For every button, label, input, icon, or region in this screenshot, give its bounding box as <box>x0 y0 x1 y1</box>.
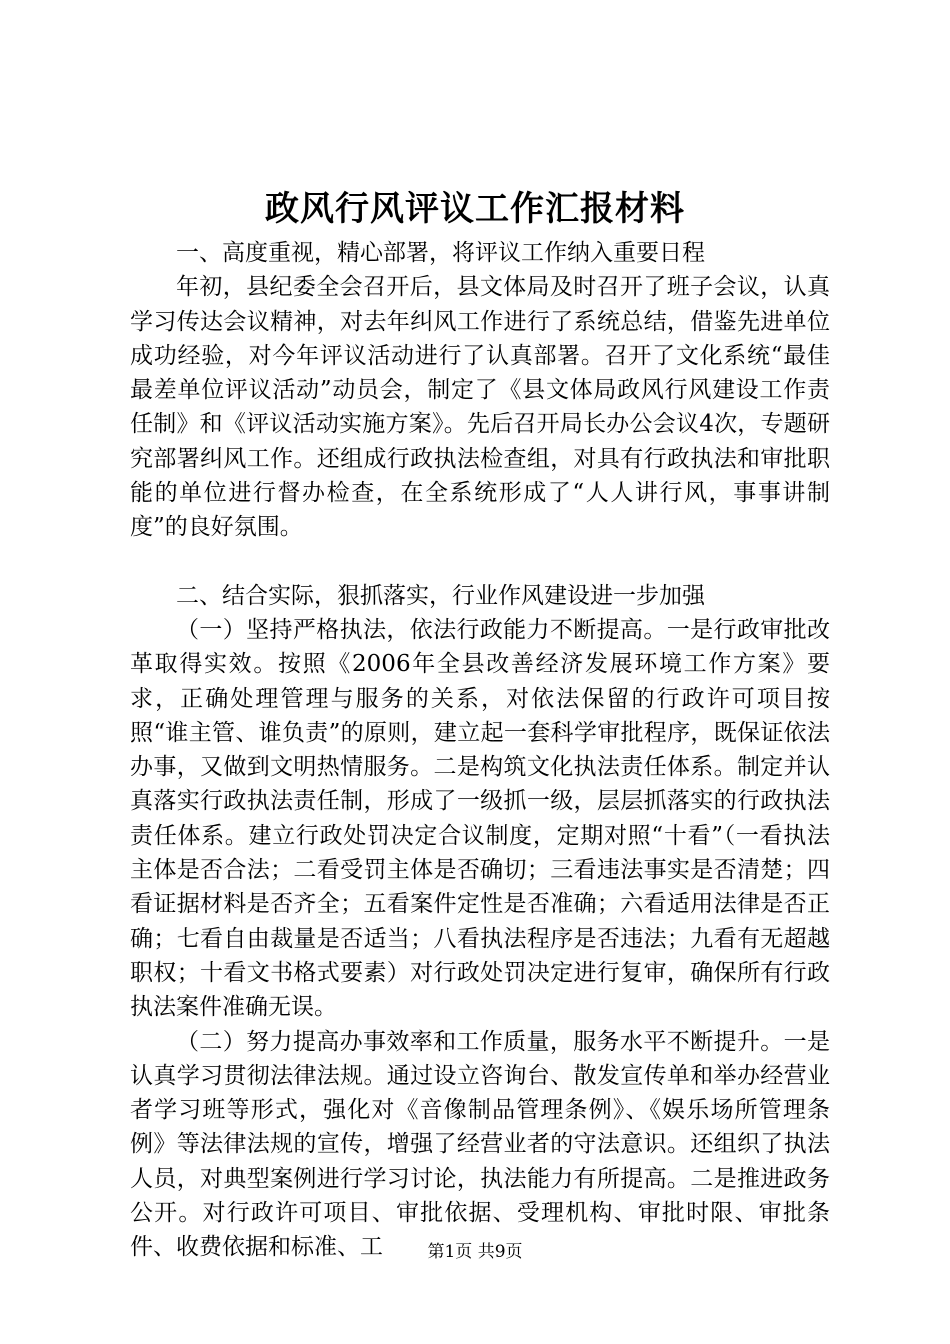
document-title: 政风行风评议工作汇报材料 <box>265 189 685 229</box>
section-heading-2: 二、结合实际，狠抓落实，行业作风建设进一步加强 <box>176 582 705 609</box>
paragraph-3: （二）努力提高办事效率和工作质量，服务水平不断提升。一是认真学习贯彻法律法规。通过设立咨询台、散发宣传单和举办经营业者学习班等形式，强化对《音像制品管理条例》、《娱乐场所管理条例》等法律法规的宣传，增强了经营业者的守法意识。还组织了执法人员，对典型案例进行学习讨论，执法能力有所提高。二是推进政务公开。对行政许可项目、审批依据、受理机构、审批时限、审批条件、收费依据和标准、工 <box>130 1028 830 1261</box>
document-body <box>130 236 830 1265</box>
paragraph-2: （一）坚持严格执法，依法行政能力不断提高。一是行政审批改革取得实效。按照《2006年全县改善经济发展环境工作方案》要求，正确处理管理与服务的关系，对依法保留的行政许可项目按照“谁主管、谁负责”的原则，建立起一套科学审批程序，既保证依法办事，又做到文明热情服务。二是构筑文化执法责任体系。制定并认真落实行政执法责任制，形成了一级抓一级，层层抓落实的行政执法责任体系。建立行政处罚决定合议制度，定期对照“十看”（一看执法主体是否合法；二看受罚主体是否确切；三看违法事实是否清楚；四看证据材料是否齐全；五看案件定性是否准确；六看适用法律是否正确；七看自由裁量是否适当；八看执法程序是否违法；九看有无超越职权；十看文书格式要素）对行政处罚决定进行复审，确保所有行政执法案件准确无误。 <box>130 616 830 1021</box>
page-number: 第1页 共9页 <box>427 1242 523 1262</box>
paragraph-1: 年初，县纪委全会召开后，县文体局及时召开了班子会议，认真学习传达会议精神，对去年纠风工作进行了系统总结，借鉴先进单位成功经验，对今年评议活动进行了认真部署。召开了文化系统“最佳最差单位评议活动”动员会，制定了《县文体局政风行风建设工作责任制》和《评议活动实施方案》。先后召开局长办公会议4次，专题研究部署纠风工作。还组成行政执法检查组，对具有行政执法和审批职能的单位进行督办检查，在全系统形成了“人人讲行风，事事讲制度”的良好氛围。 <box>130 274 830 541</box>
section-heading-1: 一、高度重视，精心部署，将评议工作纳入重要日程 <box>176 240 705 266</box>
